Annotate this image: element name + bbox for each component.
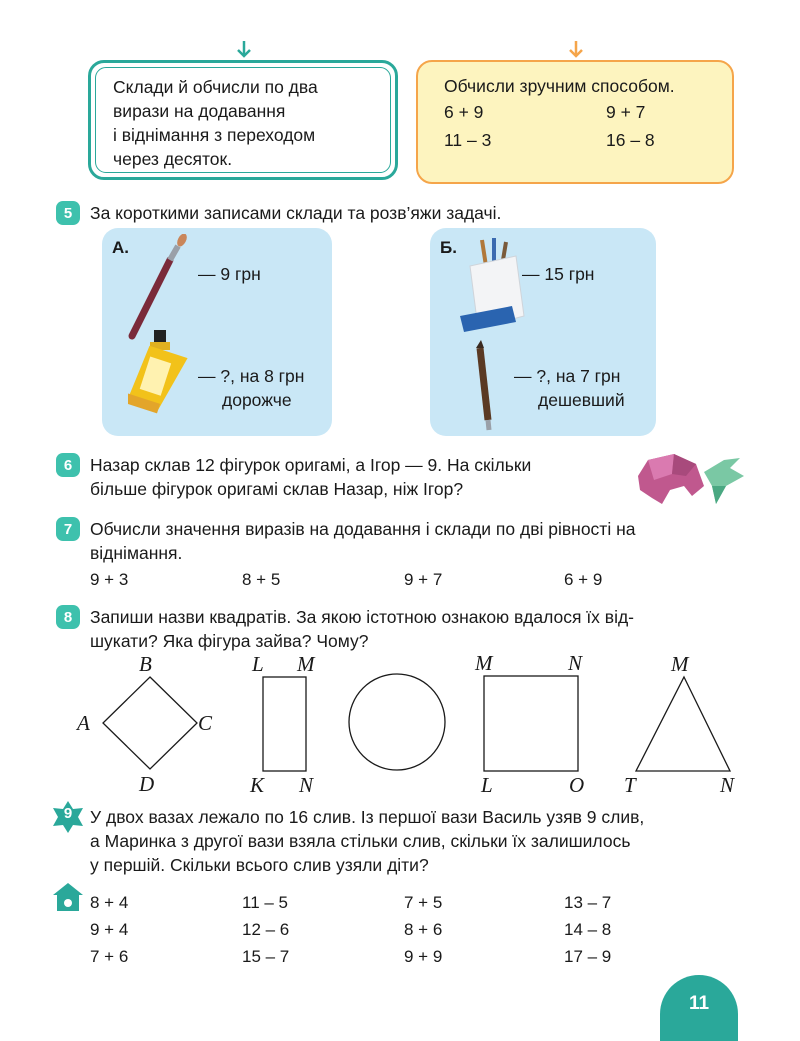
homework-expr: 7 + 5 <box>404 893 443 912</box>
task-box-left <box>88 60 398 180</box>
vertex-label: C <box>198 711 213 735</box>
vertex-label: M <box>671 652 689 676</box>
task9-text: У двох вазах лежало по 16 слив. Із першої вази Василь узяв 9 слив, а Маринка з другої вази взяла стільки слив, скільки їх залишилось у першій. Скільки всього слив узяли діти? <box>90 807 645 875</box>
task8-text: Запиши назви квадратів. За якою істотною ознакою вдалося їх від- шукати? Яка фігура зайва? Чому? <box>90 607 635 651</box>
task-number-9: 9 <box>63 805 73 822</box>
vertex-label: N <box>299 773 314 797</box>
page-number: 11 <box>660 975 738 1041</box>
expression: 9 + 3 <box>90 570 129 589</box>
triangle-shape <box>636 677 730 771</box>
task-box-right-title: Обчисли зручним способом. <box>444 76 675 96</box>
down-arrow-icon <box>566 40 586 60</box>
homework-expr: 9 + 4 <box>90 920 129 939</box>
price-2-line1: — ?, на 7 грн <box>514 366 621 386</box>
expression: 6 + 9 <box>564 570 603 589</box>
task-box-right <box>416 60 734 184</box>
task-number-7: 7 <box>56 517 80 541</box>
vertex-label: O <box>569 773 585 797</box>
vertex-label: M <box>475 651 493 675</box>
homework-expr: 7 + 6 <box>90 947 129 966</box>
rectangle-shape <box>263 677 306 771</box>
vertex-label: N <box>568 651 583 675</box>
vertex-label: N <box>720 773 735 797</box>
expression: 9 + 7 <box>606 102 646 122</box>
homework-expr: 11 – 5 <box>242 893 289 912</box>
square-shape <box>484 676 578 771</box>
vertex-label: L <box>481 773 493 797</box>
vertex-label: K <box>250 773 265 797</box>
rhombus-shape <box>103 677 197 769</box>
vertex-label: T <box>624 773 636 797</box>
homework-expr: 8 + 6 <box>404 920 443 939</box>
expression: 11 – 3 <box>444 130 492 150</box>
paintbrush-icon <box>124 234 194 342</box>
circle-shape <box>349 674 445 770</box>
panel-a-label: А. <box>112 238 129 257</box>
expression: 16 – 8 <box>606 130 655 150</box>
homework-expr: 15 – 7 <box>242 947 290 966</box>
expression: 9 + 7 <box>404 570 443 589</box>
expression: 8 + 5 <box>242 570 281 589</box>
task5-text: За короткими записами склади та розв’яжи задачі. <box>90 203 502 223</box>
task5-panel-b <box>430 228 656 436</box>
task-number-8: 8 <box>56 605 80 629</box>
homework-expr: 8 + 4 <box>90 893 129 912</box>
origami-icon <box>634 450 746 512</box>
homework-expr: 17 – 9 <box>564 947 612 966</box>
figures <box>70 650 750 800</box>
vertex-label: D <box>139 772 155 796</box>
vertex-label: B <box>139 652 152 676</box>
pencil-icon <box>470 340 500 432</box>
price-1: — 9 грн <box>198 264 261 284</box>
task-box-left-text: Склади й обчисли по два вирази на додавання і віднімання з переходом через десяток. <box>113 77 318 169</box>
homework-expr: 12 – 6 <box>242 920 290 939</box>
task6-text: Назар склав 12 фігурок оригамі, а Ігор — 9. На скільки більше фігурок оригамі склав Назар, ніж Ігор? <box>90 455 532 499</box>
expression: 6 + 9 <box>444 102 484 122</box>
homework-expr: 13 – 7 <box>564 893 612 912</box>
vertex-label: A <box>77 711 90 735</box>
price-2-line2: дешевший <box>538 390 625 410</box>
homework-expr: 14 – 8 <box>564 920 612 939</box>
vertex-label: M <box>297 652 315 676</box>
paint-tube-icon <box>128 328 192 424</box>
task7-text: Обчисли значення виразів на додавання і склади по дві рівності на віднімання. <box>90 519 636 563</box>
panel-b-label: Б. <box>440 238 457 257</box>
task-number-5: 5 <box>56 201 80 225</box>
price-2-line2: дорожче <box>222 390 292 410</box>
down-arrow-icon <box>234 40 254 60</box>
vertex-label: L <box>252 652 264 676</box>
task-number-6: 6 <box>56 453 80 477</box>
price-2-line1: — ?, на 8 грн <box>198 366 305 386</box>
price-1: — 15 грн <box>522 264 595 284</box>
house-icon <box>52 882 84 912</box>
homework-expr: 9 + 9 <box>404 947 443 966</box>
task5-panel-a <box>102 228 332 436</box>
pencil-box-icon <box>456 236 526 336</box>
